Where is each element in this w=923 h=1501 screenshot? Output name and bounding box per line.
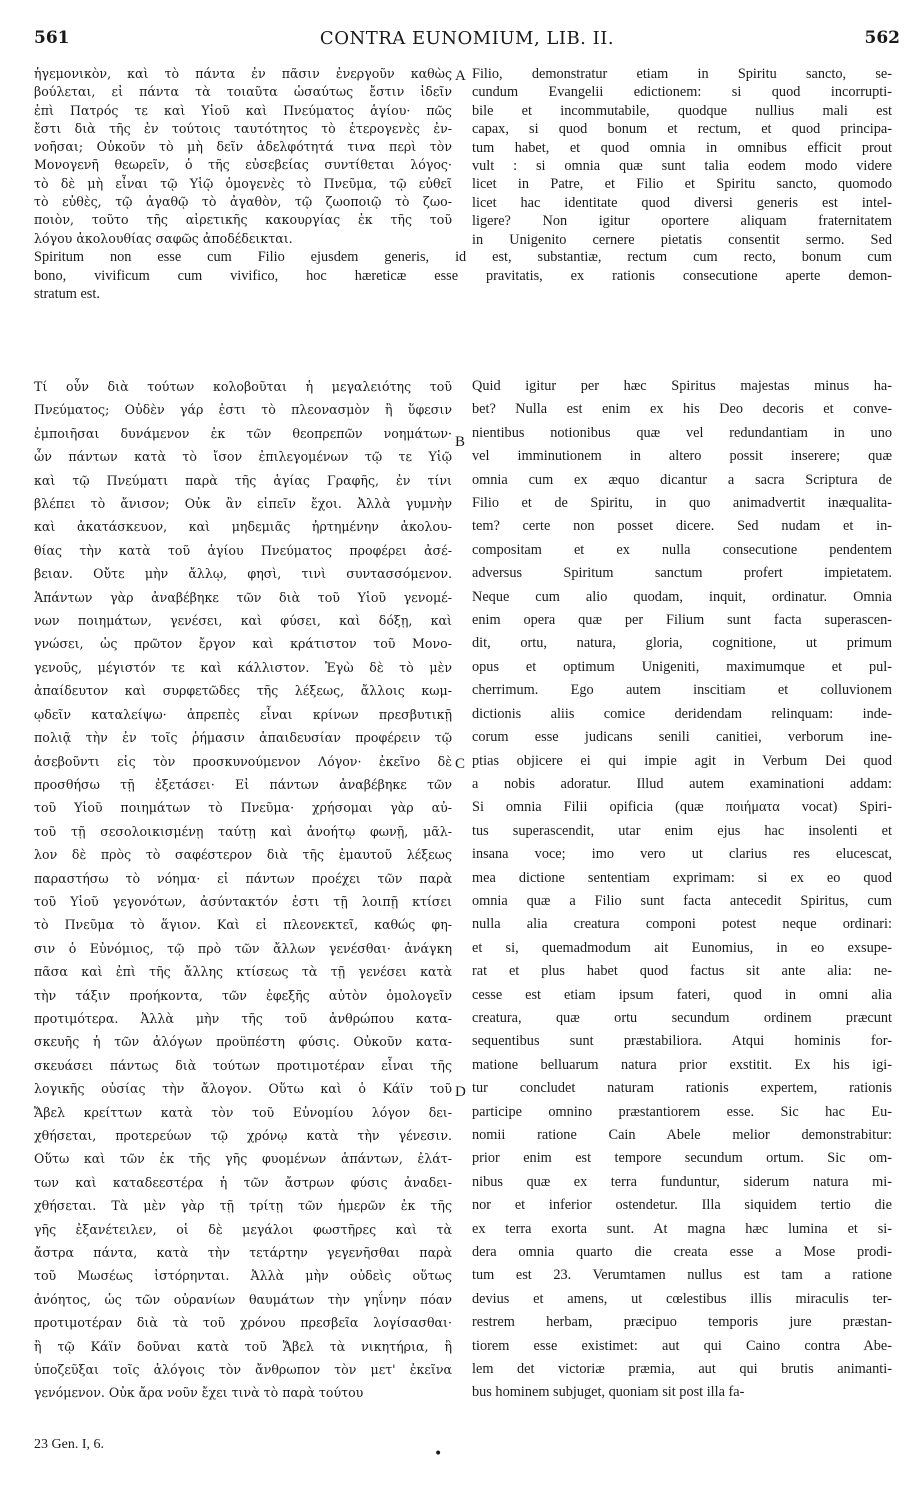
latin-text-line: tem? certe non posset dicere. Sed nudam et in- — [472, 518, 892, 535]
latin-text-line: ligere? Non igitur oportere aliquam fraternitatem — [472, 213, 892, 230]
greek-text-line: τὸ εὐθὲς, τῷ ἀγαθῷ τὸ ἀγαθὸν, τῷ ζωοποιῷ τὸ ζωο- — [34, 194, 452, 210]
greek-text-line: προτιμότερα. Ἀλλὰ μὴν τῆς τοῦ ἀνθρώπου κατα- — [34, 1010, 452, 1026]
running-header — [34, 28, 900, 54]
greek-text-line: ἄστρα πάντα, κατὰ τὴν τετάρτην γεγενῆσθαι παρὰ — [34, 1245, 452, 1261]
greek-text-line: τοῦ Υἱοῦ γεγονότων, ἀσύντακτόν ἐστι τῇ λοιπῇ κτίσει — [34, 893, 452, 909]
greek-text-line: νων ποιημάτων, γενέσει, καὶ φύσει, καὶ δόξῃ, καὶ — [34, 613, 452, 629]
latin-text-line: Quid igitur per hæc Spiritus majestas minus ha- — [472, 378, 892, 394]
margin-marker-c: C — [455, 756, 466, 772]
greek-text-line: Ἄβελ κρείττων κατὰ τὸν τοῦ Εὐνομίου λόγον δει- — [34, 1104, 452, 1120]
greek-text-line: προτιμοτέραν διὰ τὰ τοῦ χρόνου πρεσβεῖα λογίσασθαι· — [34, 1315, 452, 1331]
latin-text-line: mea dictione sententiam exprimam: si ex eo quod — [472, 869, 892, 886]
greek-text-line: τὸ δὲ μὴ εἶναι τῷ Υἱῷ ὁμογενὲς τὸ Πνεῦμα, τῷ εὐθεῖ — [34, 175, 452, 191]
latin-text-line: dictionis aliis comice deridendam relinquam: inde- — [472, 705, 892, 722]
latin-text-line: enim opera quæ per Filium sunt facta superascen- — [472, 612, 892, 629]
greek-text-line: ἔστι διὰ τῆς ἐν τούτοις ταυτότητος τὸ ἑτερογενὲς ἐν- — [34, 120, 452, 136]
latin-text-line: vel imminutionem in altero possit inserere; quæ — [472, 448, 892, 465]
latin-text-line: lem det victoriæ præmia, aut qui brutis animanti- — [472, 1361, 892, 1378]
latin-text-line: Spiritum non esse cum Filio ejusdem generis, id est, substantiæ, rectum cum recto, bonum cum — [34, 249, 892, 265]
greek-text-line: τὴν τάξιν προήκοντα, τῶν ἐφεξῆς αὐτὸν ὁμολογεῖν — [34, 987, 452, 1003]
greek-text-line: ἀσεβοῦντι εἰς τὸν προσκυνούμενον Λόγον· ἐκεῖνο δὲ — [34, 753, 452, 769]
greek-text-line: χθήσεται. Τὰ μὲν γὰρ τῇ τρίτῃ τῶν ἡμερῶν ἐκ τῆς — [34, 1198, 452, 1214]
greek-text-line: καὶ τῷ Πνεύματι παρὰ τῆς ἁγίας Γραφῆς, ἐν τίνι — [34, 472, 452, 488]
bottom-dot: • — [434, 1446, 443, 1462]
latin-text-line: tum est 23. Verumtamen nullus est tam a ratione — [472, 1267, 892, 1284]
greek-text-line: ἀνόητος, ὡς τῶν οὐρανίων θαυμάτων τὴν γηΐνην πόαν — [34, 1291, 452, 1307]
margin-marker-a: A — [455, 68, 466, 84]
latin-text-line: tur concludet naturam rationis expertem, rationis — [472, 1080, 892, 1097]
greek-text-line: προσθήσω τῇ ἐξετάσει· Εἰ πάντων ἀναβέβηκε τῶν — [34, 776, 452, 792]
latin-text-line: tiorem esse existimet: aut qui Caino contra Abe- — [472, 1337, 892, 1354]
greek-text-line: πᾶσα καὶ ἐπὶ τῆς ἄλλης κτίσεως τὰ τῇ γενέσει κατὰ — [34, 964, 452, 980]
greek-text-line: ἐπὶ Πατρός τε καὶ Υἱοῦ καὶ Πνεύματος ἁγίου· πῶς — [34, 102, 452, 118]
latin-text-line: nulla alia creatura componi potest neque ordinari: — [472, 916, 892, 933]
greek-text-line: λογικῆς οὐσίας τὴν ἄλογον. Οὕτω καὶ ὁ Κάϊν τοῦ — [34, 1081, 452, 1097]
greek-text-line: σκευάσει πάντως διὰ τούτων προτιμοτέραν εἶναι τῆς — [34, 1057, 452, 1073]
greek-text-line: ποιὸν, τοῦτο τῆς αἱρετικῆς κακουργίας ἐκ τῆς τοῦ — [34, 212, 452, 228]
page-number-right: 562 — [864, 28, 900, 48]
latin-text-line: dit, ortu, natura, gloria, cognitione, ut primum — [472, 635, 892, 652]
latin-text-line: licet in Patre, et Filio et Spiritu sancto, quomodo — [472, 176, 892, 193]
latin-text-line: opus et optimum Unigeniti, maximumque et pul- — [472, 658, 892, 675]
latin-text-line: licet hac identitate quod diversi generis est intel- — [472, 194, 892, 211]
latin-text-line: bet? Nulla est enim ex his Deo decoris et conve- — [472, 401, 892, 418]
greek-text-line: ἀπαίδευτον καὶ συρφετῶδες τῆς λέξεως, ἄλλοις κωμ- — [34, 683, 452, 699]
greek-text-line: ἢ τῷ Κάϊν δοῦναι κατὰ τοῦ Ἄβελ τὰ νικητήρια, ἢ — [34, 1338, 452, 1354]
latin-text-line: vult : si omnia quæ sunt talia eodem modo videre — [472, 158, 892, 175]
latin-text-line: nor et inferior ostendetur. Illa siquidem tertio die — [472, 1197, 892, 1214]
greek-text-line: βειαν. Οὔτε μὴν ἄλλῳ, φησὶ, τινὶ συντασσόμενον. — [34, 566, 452, 582]
latin-text-line: compositam et ex nulla consecutione pendentem — [472, 541, 892, 558]
greek-text-line: ἐμποιῆσαι δυνάμενον ἐκ τῶν θεοπρεπῶν νοημάτων· — [34, 425, 452, 441]
latin-text-line: matione belluarum natura prior exstitit. Ex his igi- — [472, 1056, 892, 1073]
latin-text-line: devius et amens, ut cœlestibus illis miraculis ter- — [472, 1290, 892, 1307]
latin-text-line: capax, si quod bonum et rectum, et quod principa- — [472, 121, 892, 138]
latin-text-line: nomii ratione Cain Abele melior demonstrabitur: — [472, 1127, 892, 1143]
margin-marker-d: D — [455, 1084, 466, 1100]
latin-text-line: prior enim est tempore secundum ortum. Sic om- — [472, 1150, 892, 1167]
latin-text-line: corum esse judicans senili canitiei, verborum ine- — [472, 729, 892, 746]
latin-text-line: adversus Spiritum sanctum profert impietatem. — [472, 565, 892, 582]
greek-text-line: τὸ Πνεῦμα τὸ ἅγιον. Καὶ εἰ πλεονεκτεῖ, καθώς φη- — [34, 917, 452, 933]
greek-text-line: λον δὲ πρὸς τὸ σαφέστερον διὰ τῆς ἐμαυτοῦ λέξεως — [34, 847, 452, 863]
greek-text-line: των καὶ καταδεεστέρα ἡ τῶν ἄστρων φύσις ἀναδει- — [34, 1174, 452, 1190]
greek-text-line: γῆς ἐξανέτειλεν, οἱ δὲ μεγάλοι φωστῆρες καὶ τὰ — [34, 1221, 452, 1237]
top-greek-column — [34, 65, 452, 248]
latin-text-line: bono, vivificum cum vivifico, hoc hæreticæ esse pravitatis, ex rationis consecutione aperte demon- — [34, 267, 892, 284]
latin-text-line: ptias objicere ei qui impie agit in Verbum Dei quod — [472, 752, 892, 769]
footnote: 23 Gen. I, 6. — [34, 1437, 104, 1452]
greek-text-line: ἡγεμονικὸν, καὶ τὸ πάντα ἐν πᾶσιν ἐνεργοῦν καθὼς — [34, 66, 452, 81]
latin-text-line: Si omnia Filii opificia (quæ ποιήματα vocat) Spiri- — [472, 799, 892, 816]
greek-text-line: σιν ὁ Εὐνόμιος, τῷ πρὸ τῶν ἄλλων γενέσθαι· ἀνάγκη — [34, 940, 452, 956]
latin-text-line: tum habet, et quod omnia in omnibus efficit prout — [472, 139, 892, 156]
greek-text-line: λόγου ἀκολουθίας σαφῶς ἀποδέδεικται. — [34, 230, 293, 246]
latin-text-line: rat et plus habet quod factus sit ante alia: ne- — [472, 963, 892, 980]
latin-text-line: restrem herbam, præcipuo temporis jure præstan- — [472, 1314, 892, 1331]
greek-text-line: Πνεύματος; Οὐδὲν γάρ ἐστι τὸ πλεονασμὸν ἢ ὕφεσιν — [34, 402, 452, 418]
greek-text-line: τοῦ Υἱοῦ ποιημάτων τὸ Πνεῦμα· χρήσομαι γὰρ αὐ- — [34, 800, 452, 816]
latin-text-line: bus hominem subjuget, quoniam sit post illa fa- — [472, 1384, 745, 1401]
greek-text-line: γνώσει, ὡς πρῶτον ἔργον καὶ κράτιστον τοῦ Μονο- — [34, 636, 452, 652]
latin-text-line: in Unigenito cernere pietatis consentit sermo. Sed — [472, 231, 892, 248]
latin-text-line: participe omnino præstantiorem esse. Sic hac Eu- — [472, 1103, 892, 1120]
latin-text-line: bile et incommutabile, quodque nullius mali est — [472, 102, 892, 119]
greek-text-line: ὧν πάντων κατὰ τὸ ἴσον ἐπιλεγομένων τῷ τε Υἱῷ — [34, 449, 452, 465]
greek-text-line: πολιᾷ τὴν ἐν τοῖς ῥήμασιν ἀπαιδευσίαν προφέρειν τῷ — [34, 730, 452, 746]
latin-text-line: a nobis adoratur. Illud autem examinationi addam: — [472, 775, 892, 792]
main-latin-column — [472, 375, 892, 1405]
latin-text-line: sequentibus sunt præstabiliora. Atqui hominis for- — [472, 1033, 892, 1050]
main-greek-column — [34, 375, 452, 1405]
greek-text-line: βούλεται, εἰ πάντα τὰ τοιαῦτα ὡσαύτως ἔστιν ἰδεῖν — [34, 84, 452, 100]
latin-text-line: et si, quemadmodum ait Eunomius, in eo exsupe- — [472, 939, 892, 956]
latin-text-line: cherrimum. Ego autem inscitiam et colluvionem — [472, 682, 892, 699]
latin-text-line: ex terra exorta sunt. At magna hæc lumina et si- — [472, 1220, 892, 1237]
greek-text-line: Μονογενῆ θεωρεῖν, ὁ τῆς εὐσεβείας συντίθεται λόγος· — [34, 157, 452, 173]
greek-text-line: Ἁπάντων γὰρ ἀναβέβηκε τῶν διὰ τοῦ Υἱοῦ γενομέ- — [34, 589, 452, 605]
greek-text-line: χθήσεται, προτερεύων τῷ χρόνῳ κατὰ τὴν γένεσιν. — [34, 1128, 452, 1143]
margin-marker-b: B — [455, 434, 466, 450]
latin-text-line: cesse est etiam ipsum fateri, quod in omni alia — [472, 986, 892, 1003]
latin-text-line: omnia quæ a Filio sunt facta antecedit Spiritus, cum — [472, 892, 892, 909]
greek-text-line: τοῦ Μωσέως ἱστόρηνται. Ἀλλὰ μὴν οὐδεὶς οὕτως — [34, 1268, 452, 1284]
latin-text-line: Filio, demonstratur etiam in Spiritu sancto, se- — [472, 66, 892, 82]
greek-text-line: Οὕτω καὶ τῶν ἐκ τῆς γῆς φυομένων ἁπάντων, ἐλάτ- — [34, 1151, 452, 1167]
latin-text-line: nientibus notionibus quæ vel redundantiam in uno — [472, 424, 892, 441]
greek-text-line: Τί οὖν διὰ τούτων κολοβοῦται ἡ μεγαλειότης τοῦ — [34, 379, 452, 394]
page-number-left: 561 — [34, 28, 70, 48]
greek-text-line: γενοῦς, μέγιστόν τε καὶ κάλλιστον. Ἐγὼ δὲ τὸ μὲν — [34, 659, 452, 675]
latin-text-line: Neque cum alio quodam, inquit, ordinatur. Omnia — [472, 588, 892, 605]
latin-text-line: tus superascendit, utar enim ejus hac insolenti et — [472, 822, 892, 839]
greek-text-line: βλέπει τὸ ἄνισον; Οὐκ ἂν εἰπεῖν ἔχοι. Ἀλλὰ γυμνὴν — [34, 496, 452, 512]
greek-text-line: ὑποζεῦξαι τοῖς ἀλόγοις τὸν ἄνθρωπον τὸν μετ' ἐκεῖνα — [34, 1362, 452, 1378]
greek-text-line: γενόμενον. Οὐκ ἄρα νοῦν ἔχει τινὰ τὸ παρὰ τούτου — [34, 1385, 364, 1401]
latin-text-line: Filio et de Spiritu, in quo animadvertit inæqualita- — [472, 495, 892, 512]
top-latin-column — [472, 65, 892, 249]
greek-text-line: σκευῆς ἡ τῶν ἀλόγων προϋπέστη φύσις. Οὐκοῦν κατα- — [34, 1034, 452, 1050]
latin-text-line: omnia cum ex æquo dicantur a sacra Scriptura de — [472, 471, 892, 488]
greek-text-line: παραστήσω τὸ νόημα· εἰ πάντων προέχει τῶν παρὰ — [34, 870, 452, 886]
running-title: CONTRA EUNOMIUM, LIB. II. — [319, 28, 615, 49]
greek-text-line: τοῦ τῇ σεσολοικισμένῃ ταύτῃ καὶ ἀνοήτῳ φωνῇ, μᾶλ- — [34, 823, 452, 839]
greek-text-line: θίας τὴν κατὰ τοῦ ἁγίου Πνεύματος προφέρει ἀσέ- — [34, 542, 452, 558]
latin-text-line: dera omnia quarto die creata esse a Mose prodi- — [472, 1244, 892, 1261]
greek-text-line: ῳδεῖν καταλείψω· ἀπρεπὲς εἶναι κρίνων πρεσβυτικῇ — [34, 706, 452, 722]
latin-text-line: insana voce; imo vero ut clarius res elucescat, — [472, 846, 892, 863]
latin-text-line: creatura, quæ ortu secundum ordinem præcunt — [472, 1009, 892, 1026]
full-width-latin-paragraph — [34, 248, 892, 304]
latin-text-line: nibus quæ ex terra funduntur, siderum natura mi- — [472, 1173, 892, 1190]
latin-text-line: cundum Evangelii edictionem: si quod incorrupti- — [472, 84, 892, 101]
greek-text-line: νοῆσαι; Οὐκοῦν τὸ μὴ δεῖν ἀδελφότητά τινα περὶ τὸν — [34, 139, 452, 155]
latin-text-line: stratum est. — [34, 286, 100, 302]
greek-text-line: καὶ ἀκατάσκευον, καὶ μηδεμιᾶς ἠρτημένην ἀκολου- — [34, 519, 452, 535]
